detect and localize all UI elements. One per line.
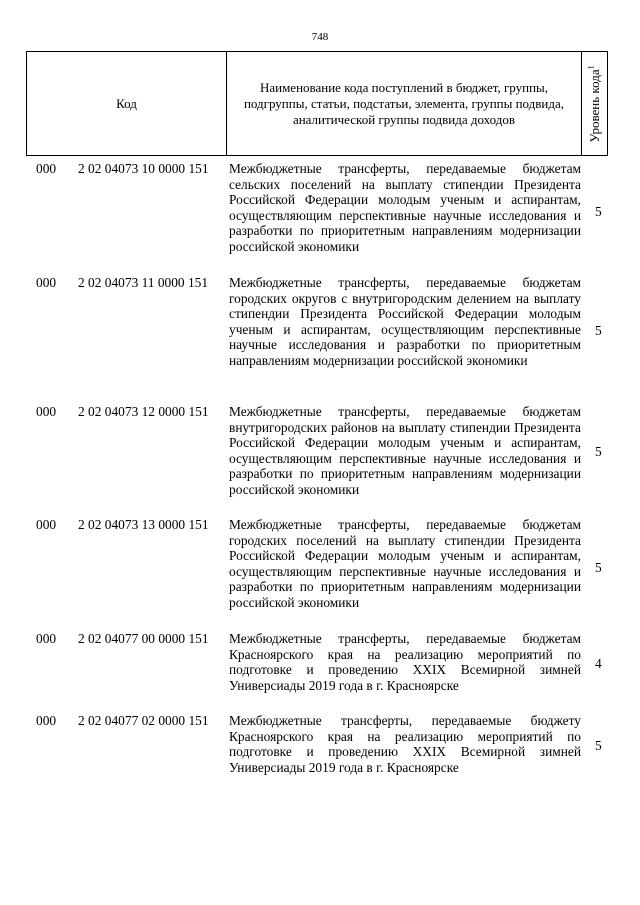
code-level: 5 [595,323,602,338]
page-number: 748 [311,31,329,43]
header-name [227,52,582,155]
code-level: 5 [595,204,602,219]
income-name: Межбюджетные трансферты, передаваемые бюджету Красноярского края на реализацию мероприятий по подготовке и проведению XXIX Всемирной зимней Универсиады 2019 года в г. Красноярске [229,713,581,775]
income-name: Межбюджетные трансферты, передаваемые бюджетам Красноярского края на реализацию мероприятий по подготовке и проведению XXIX Всемирной зимней Универсиады 2019 года в г. Красноярске [229,631,581,693]
header-code [27,52,227,155]
admin-code: 000 [36,404,57,419]
income-code: 2 02 04073 13 0000 151 [78,517,209,532]
table-header [26,51,608,156]
code-level: 4 [595,656,602,671]
header-name-label: Наименование кода поступлений в бюджет, группы, подгруппы, статьи, подстатьи, элемента, группы подвида, аналитической группы подвида доходов [243,79,565,127]
admin-code: 000 [36,275,57,290]
income-code: 2 02 04073 10 0000 151 [78,161,209,176]
footnote-marker: 1 [586,65,596,70]
income-name: Межбюджетные трансферты, передаваемые бюджетам городских округов с внутригородским делением на выплату стипендии Президента Российской Федерации молодым ученым и аспирантам, осуществляющим перспективные научные исследования и разработки по приоритетным направлениям модернизации российской экономики [229,275,581,368]
code-level: 5 [595,738,602,753]
code-level: 5 [595,560,602,575]
admin-code: 000 [36,713,57,728]
income-name: Межбюджетные трансферты, передаваемые бюджетам сельских поселений на выплату стипендии Президента Российской Федерации молодым ученым и аспирантам, осуществляющим перспективные научные исследования и разработки по приоритетным направлениям модернизации российской экономики [229,161,581,254]
header-level [582,52,608,155]
admin-code: 000 [36,631,57,646]
code-level: 5 [595,444,602,459]
income-name: Межбюджетные трансферты, передаваемые бюджетам городских поселений на выплату стипендии Президента Российской Федерации молодым ученым и аспирантам, осуществляющим перспективные научные исследования и разработки по приоритетным направлениям модернизации российской экономики [229,517,581,610]
header-level-label: Уровень кода$^1$ [586,65,602,143]
header-code-label: Код [116,95,137,111]
income-code: 2 02 04077 02 0000 151 [78,713,209,728]
admin-code: 000 [36,517,57,532]
income-name: Межбюджетные трансферты, передаваемые бюджетам внутригородских районов на выплату стипендии Президента Российской Федерации молодым ученым и аспирантам, осуществляющим перспективные научные исследования и разработки по приоритетным направлениям модернизации российской экономики [229,404,581,497]
income-code: 2 02 04073 11 0000 151 [78,275,209,290]
income-code: 2 02 04073 12 0000 151 [78,404,209,419]
income-code: 2 02 04077 00 0000 151 [78,631,209,646]
admin-code: 000 [36,161,57,176]
